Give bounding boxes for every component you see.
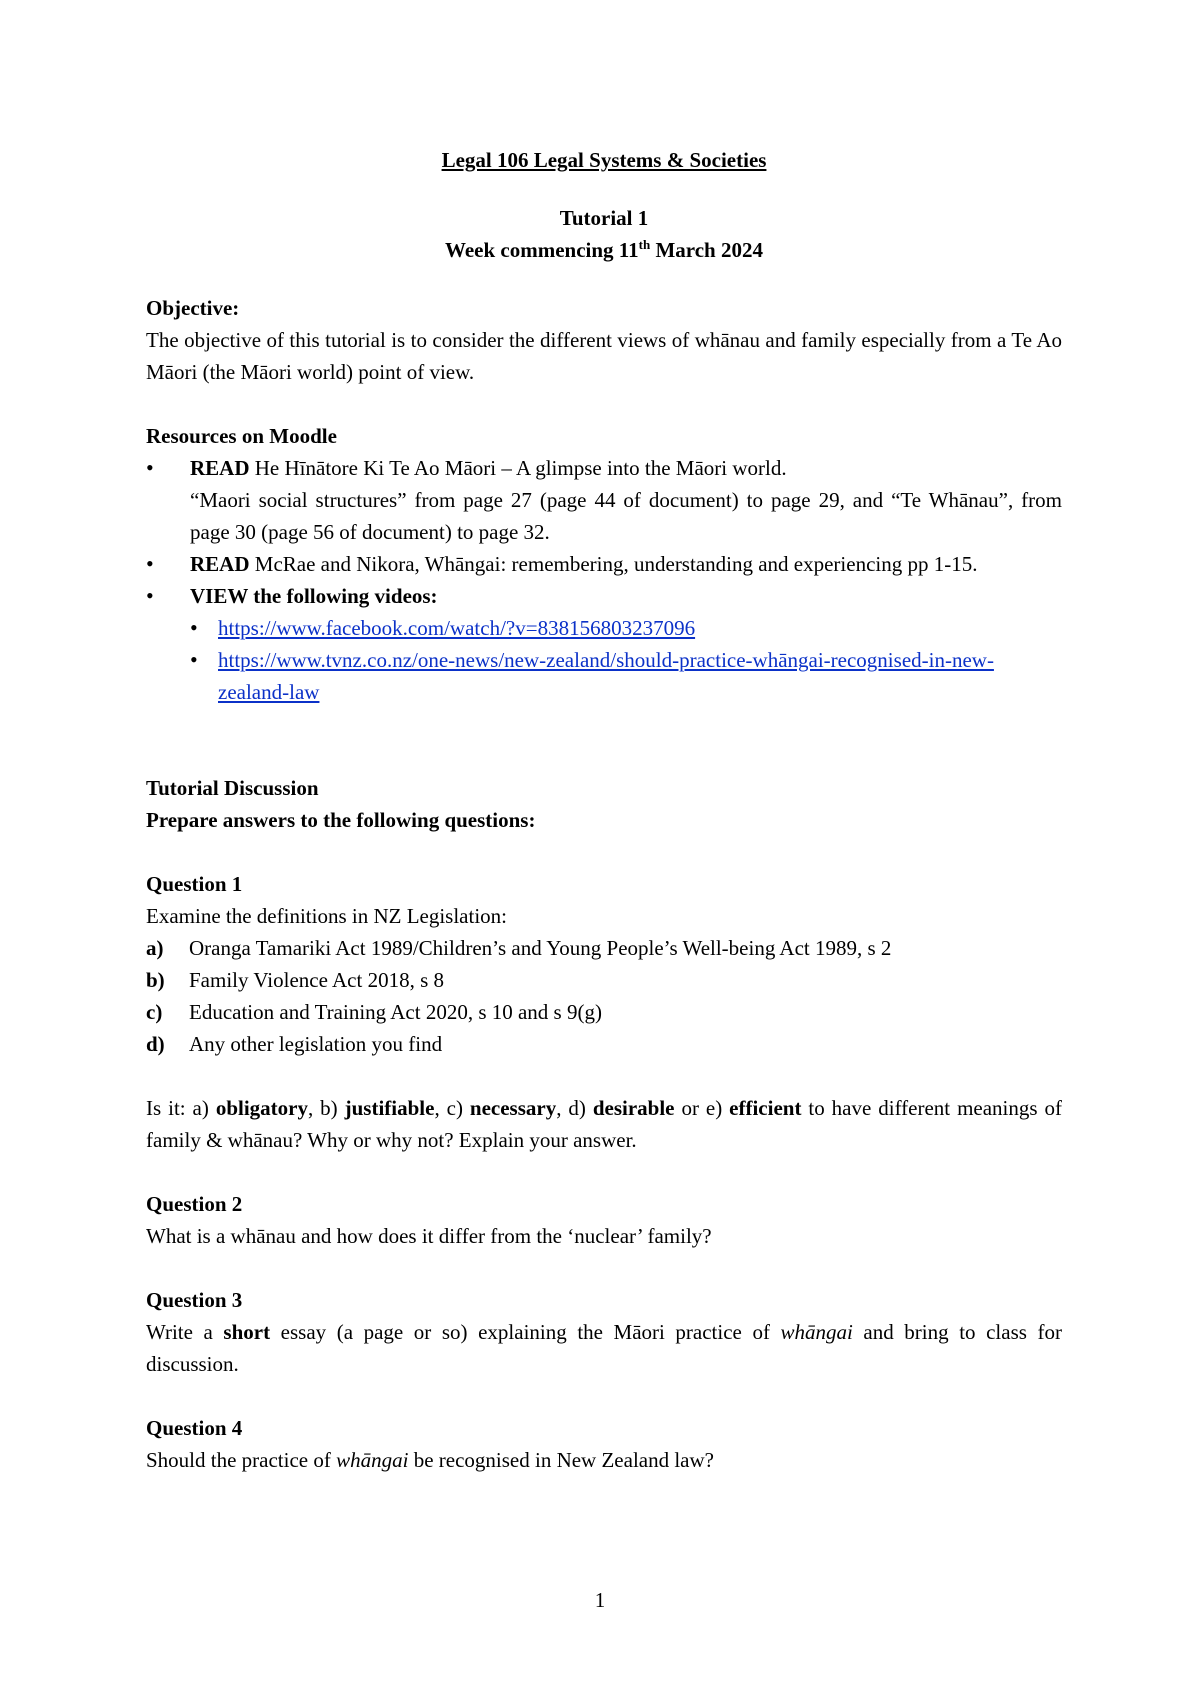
tvnz-video-link[interactable]: https://www.tvnz.co.nz/one-news/new-zealand/should-practice-whāngai-recognised-in-new-zealand-law xyxy=(218,648,994,704)
tutorial-title: Tutorial 1 xyxy=(559,206,649,230)
legislation-text: Education and Training Act 2020, s 10 and s 9(g) xyxy=(189,1000,602,1024)
text-run: Write a xyxy=(146,1320,224,1344)
question-3-text xyxy=(146,1316,1062,1380)
resource-item-1-verb: READ xyxy=(190,456,250,480)
list-marker: b) xyxy=(146,968,165,992)
list-marker: c) xyxy=(146,1000,163,1024)
resource-item-1-detail: “Maori social structures” from page 27 (page 44 of document) to page 29, and “Te Whānau”, from page 30 (page 56 of document) to page 32. xyxy=(190,488,1062,544)
text-run: Is it: a) xyxy=(146,1096,216,1120)
text-run: be recognised in New Zealand law? xyxy=(408,1448,714,1472)
week-line xyxy=(146,234,1062,266)
text-run: essay (a page or so) explaining the Māori practice of xyxy=(270,1320,781,1344)
term-obligatory: obligatory xyxy=(215,1096,308,1120)
question-4-heading: Question 4 xyxy=(146,1416,243,1440)
legislation-text: Oranga Tamariki Act 1989/Children’s and Young People’s Well-being Act 1989, s 2 xyxy=(189,936,892,960)
facebook-video-link[interactable]: https://www.facebook.com/watch/?v=838156803237096 xyxy=(218,616,696,640)
objective-heading: Objective: xyxy=(146,296,240,320)
legislation-item-d xyxy=(146,1028,1062,1060)
resources-heading: Resources on Moodle xyxy=(146,424,337,448)
resource-item-3 xyxy=(146,580,1062,708)
legislation-list xyxy=(146,932,1062,1060)
list-marker: d) xyxy=(146,1032,165,1056)
discussion-heading: Tutorial Discussion xyxy=(146,776,319,800)
term-whangai: whāngai xyxy=(336,1448,409,1472)
term-desirable: desirable xyxy=(592,1096,675,1120)
discussion-subheading: Prepare answers to the following questions: xyxy=(146,808,536,832)
legislation-item-a xyxy=(146,932,1062,964)
list-marker: a) xyxy=(146,936,164,960)
text-run: , c) xyxy=(434,1096,470,1120)
resource-item-2-text: McRae and Nikora, Whāngai: remembering, understanding and experiencing pp 1-15. xyxy=(249,552,978,576)
text-run: , b) xyxy=(307,1096,345,1120)
term-efficient: efficient xyxy=(729,1096,802,1120)
term-necessary: necessary xyxy=(469,1096,557,1120)
week-sup: th xyxy=(638,237,651,252)
legislation-text: Family Violence Act 2018, s 8 xyxy=(189,968,444,992)
text-run: , d) xyxy=(556,1096,593,1120)
text-run: or e) xyxy=(674,1096,730,1120)
course-title: Legal 106 Legal Systems & Societies xyxy=(441,148,767,172)
week-suffix: March 2024 xyxy=(650,238,763,262)
question-4-text xyxy=(146,1444,1062,1476)
text-run: Should the practice of xyxy=(146,1448,337,1472)
question-1-intro: Examine the definitions in NZ Legislation: xyxy=(146,904,508,928)
resources-list xyxy=(146,452,1062,708)
video-links-list xyxy=(190,612,1062,708)
legislation-text: Any other legislation you find xyxy=(189,1032,443,1056)
text-run: to have different meanings of family & whānau? Why or why not? Explain your answer. xyxy=(146,1096,1062,1152)
week-prefix: Week commencing 11 xyxy=(445,238,639,262)
objective-text: The objective of this tutorial is to consider the different views of whānau and family especially from a Te Ao Māori (the Māori world) point of view. xyxy=(146,328,1062,384)
term-short: short xyxy=(223,1320,271,1344)
legislation-item-c xyxy=(146,996,1062,1028)
resource-item-2 xyxy=(146,548,1062,580)
resource-item-3-text: VIEW the following videos: xyxy=(190,584,438,608)
question-3-heading: Question 3 xyxy=(146,1288,243,1312)
video-link-item-1 xyxy=(190,612,1062,644)
term-whangai: whāngai xyxy=(780,1320,853,1344)
resource-item-1 xyxy=(146,452,1062,548)
page-number: 1 xyxy=(594,1588,606,1612)
question-1-heading: Question 1 xyxy=(146,872,243,896)
document-page xyxy=(146,130,1062,1476)
question-2-text: What is a whānau and how does it differ from the ‘nuclear’ family? xyxy=(146,1224,712,1248)
text-run: and bring to class for discussion. xyxy=(146,1320,1062,1376)
term-justifiable: justifiable xyxy=(344,1096,435,1120)
resource-item-2-verb: READ xyxy=(190,552,250,576)
resource-item-1-text: He Hīnātore Ki Te Ao Māori – A glimpse into the Māori world. xyxy=(249,456,787,480)
question-2-heading: Question 2 xyxy=(146,1192,243,1216)
legislation-item-b xyxy=(146,964,1062,996)
video-link-item-2 xyxy=(190,644,1062,708)
question-1-paragraph xyxy=(146,1092,1062,1156)
